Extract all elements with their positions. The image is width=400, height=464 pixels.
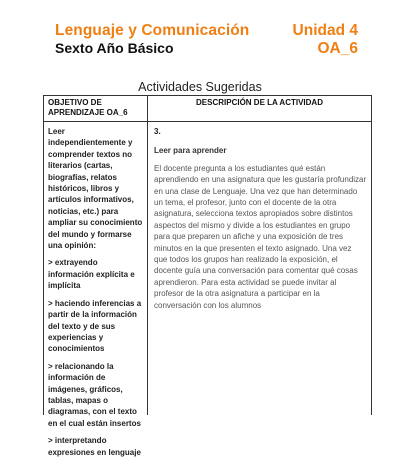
activity-column — [148, 96, 371, 415]
objective-bullet: > haciendo inferencias a partir de la información del texto y de sus experiencias y conocimientos — [48, 298, 142, 354]
subject-title: Lenguaje y Comunicación — [55, 22, 250, 39]
objective-statement: Leer independientemente y comprender textos no literarios (cartas, biografías, relatos históricos, libros y artículos informativos, noticias, etc.) para ampliar su conocimiento del mundo y formarse una opinión: — [48, 127, 143, 251]
objective-text — [48, 126, 144, 464]
objective-header-label: OBJETIVO DE APRENDIZAJE OA_6 — [48, 98, 128, 117]
activity-description: El docente pregunta a los estudiantes qué están aprendiendo en una asignatura que les gustaría profundizar en una clase de Lenguaje. Una vez que han determinado un tema, el profesor, junto con el docente de la otra asignatura, selecciona textos apropiados sobre distintos aspectos del mismo y divide a los estudiantes en grupo para que preparen un afiche y una exposición de tres minutos en la que presenten el texto asignado. Una vez que todos los grupos han realizado la exposición, el docente guía una conversación para comentar qué cosas aprendieron. Para esta actividad se puede invitar al profesor de la otra asignatura a participar en la conversación con los alumnos — [154, 163, 367, 310]
activity-column-header — [148, 96, 371, 122]
objective-bullet: > extrayendo información explícita e implícita — [48, 258, 135, 291]
activities-table — [43, 95, 372, 457]
objective-bullet: > interpretando expresiones en lenguaje — [48, 436, 141, 457]
activity-body — [154, 126, 367, 311]
activity-number: 3. — [154, 127, 161, 136]
activity-header-label: DESCRIPCIÓN DE LA ACTIVIDAD — [196, 98, 323, 107]
objective-column — [44, 96, 148, 457]
activity-title: Leer para aprender — [154, 146, 227, 156]
unit-label: Unidad 4 — [292, 22, 358, 39]
grade-label: Sexto Año Básico — [55, 40, 174, 56]
objective-bullet: > relacionando la información de imágenes, gráficos, tablas, mapas o diagramas, con el texto en el cual están insertos — [48, 361, 141, 428]
objective-column-header — [44, 96, 147, 122]
objective-code: OA_6 — [317, 40, 358, 57]
section-title: Actividades Sugeridas — [138, 80, 262, 94]
